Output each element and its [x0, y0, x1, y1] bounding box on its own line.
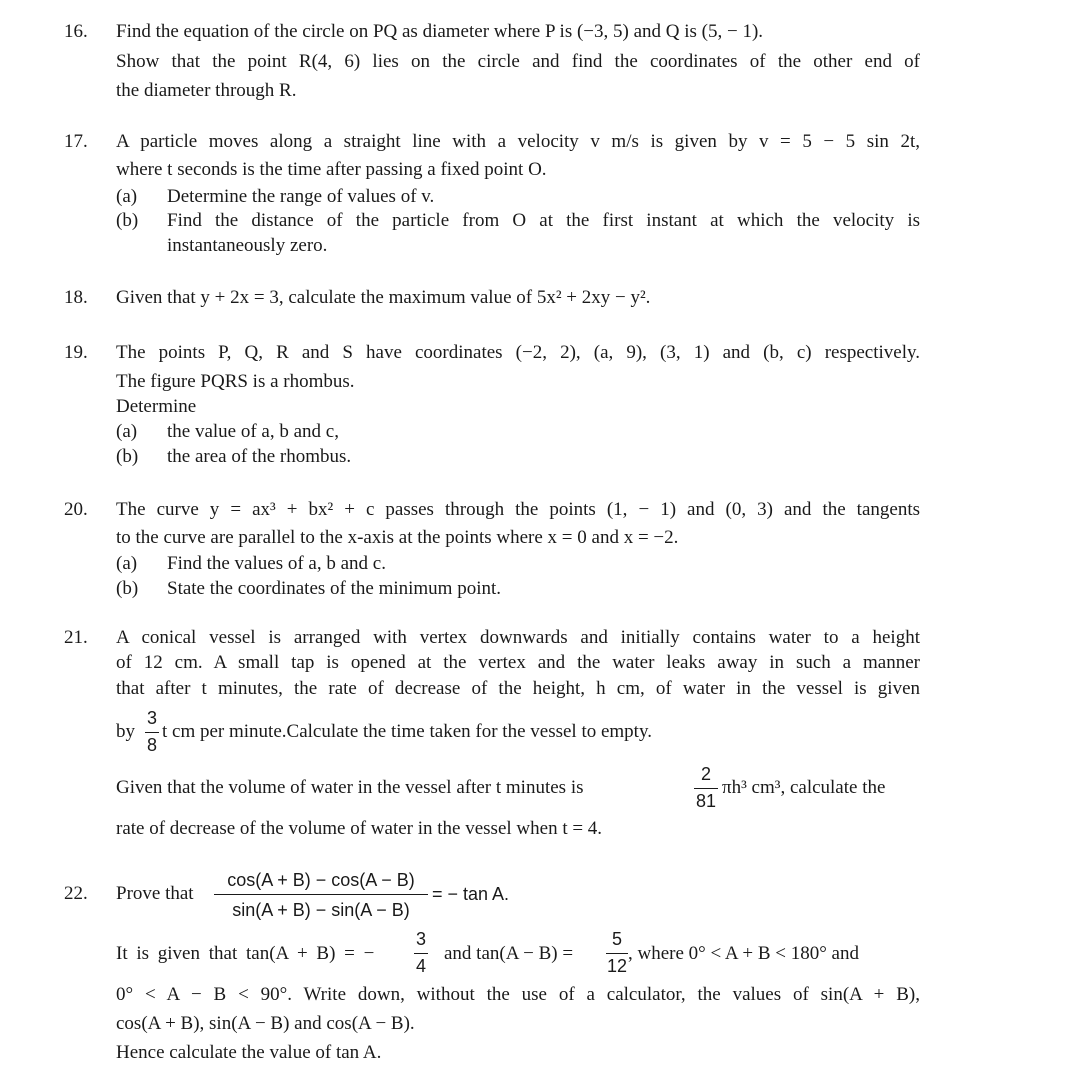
question-text-line: The figure PQRS is a rhombus. — [116, 371, 355, 392]
question-text-line: Given that y + 2x = 3, calculate the maximum value of 5x² + 2xy − y². — [116, 287, 651, 308]
question-text-line: A particle moves along a straight line with a velocity v m/s is given by v = 5 − 5 sin 2t, — [116, 131, 920, 152]
fraction-denominator: 4 — [415, 956, 426, 976]
part-label: (b) — [116, 446, 139, 467]
question-text-line: rate of decrease of the volume of water in the vessel when t = 4. — [116, 818, 603, 839]
question-text-line: cos(A + B), sin(A − B) and cos(A − B). — [116, 1013, 415, 1034]
question-text-line: the diameter through R. — [116, 80, 297, 101]
question-number: 19. — [64, 342, 88, 363]
question-text: It is given that tan(A + B) = − — [116, 943, 375, 964]
fraction-numerator: 3 — [415, 929, 426, 949]
fraction-denominator: 8 — [146, 735, 157, 755]
part-text: the value of a, b and c, — [167, 421, 339, 442]
question-text: t cm per minute.Calculate the time taken for the vessel to empty. — [162, 721, 652, 742]
question-text-line: 0° < A − B < 90°. Write down, without the use of a calculator, the values of sin(A + B), — [116, 984, 920, 1005]
question-text-line: to the curve are parallel to the x-axis at the points where x = 0 and x = −2. — [116, 527, 679, 548]
question-text-line: The curve y = ax³ + bx² + c passes through the points (1, − 1) and (0, 3) and the tangents — [116, 499, 920, 520]
part-label: (b) — [116, 578, 139, 599]
fraction-numerator: cos(A + B) − cos(A − B) — [227, 870, 415, 890]
question-text-line: A conical vessel is arranged with vertex downwards and initially contains water to a height — [116, 627, 920, 648]
question-number: 18. — [64, 287, 88, 308]
fraction-bar — [214, 894, 428, 895]
part-label: (b) — [116, 210, 139, 231]
fraction-denominator: 12 — [606, 956, 628, 976]
fraction-bar — [145, 732, 159, 733]
part-label: (a) — [116, 421, 138, 442]
fraction-bar — [414, 953, 428, 954]
part-text: Find the values of a, b and c. — [167, 553, 386, 574]
question-number: 17. — [64, 131, 88, 152]
fraction-denominator: sin(A + B) − sin(A − B) — [232, 900, 410, 920]
part-text: Determine the range of values of v. — [167, 186, 435, 207]
part-text: Find the distance of the particle from O at the first instant at which the velocity is — [167, 210, 920, 231]
question-text: = − tan A. — [432, 884, 510, 904]
question-text-line: where t seconds is the time after passing a fixed point O. — [116, 159, 547, 180]
question-text: , where 0° < A + B < 180° and — [628, 943, 859, 964]
question-text-line: that after t minutes, the rate of decrease of the height, h cm, of water in the vessel is given — [116, 678, 920, 699]
question-text-line: of 12 cm. A small tap is opened at the vertex and the water leaks away in such a manner — [116, 652, 920, 673]
question-text: πh³ cm³, calculate the — [722, 777, 886, 798]
question-number: 22. — [64, 883, 88, 904]
part-text: State the coordinates of the minimum point. — [167, 578, 502, 599]
question-text-line: Find the equation of the circle on PQ as diameter where P is (−3, 5) and Q is (5, − 1). — [116, 21, 764, 42]
part-text-continued: instantaneously zero. — [167, 235, 328, 256]
question-text-line: Show that the point R(4, 6) lies on the circle and find the coordinates of the other end of — [116, 51, 920, 72]
question-number: 16. — [64, 21, 88, 42]
question-number: 20. — [64, 499, 88, 520]
question-number: 21. — [64, 627, 88, 648]
fraction-numerator: 5 — [611, 929, 622, 949]
question-text-line: Hence calculate the value of tan A. — [116, 1042, 382, 1063]
fraction-bar — [606, 953, 628, 954]
question-text: Prove that — [116, 883, 194, 904]
fraction-bar — [694, 788, 718, 789]
part-text: the area of the rhombus. — [167, 446, 352, 467]
part-label: (a) — [116, 553, 138, 574]
fraction-denominator: 81 — [695, 791, 717, 811]
question-text-line: The points P, Q, R and S have coordinates (−2, 2), (a, 9), (3, 1) and (b, c) respectively. — [116, 342, 920, 363]
fraction-numerator: 2 — [700, 764, 711, 784]
question-text: and tan(A − B) = — [444, 943, 574, 964]
part-label: (a) — [116, 186, 138, 207]
fraction-numerator: 3 — [146, 708, 157, 728]
question-text-line: Determine — [116, 396, 197, 417]
question-text: by — [116, 721, 135, 742]
question-text: Given that the volume of water in the vessel after t minutes is — [116, 777, 584, 798]
